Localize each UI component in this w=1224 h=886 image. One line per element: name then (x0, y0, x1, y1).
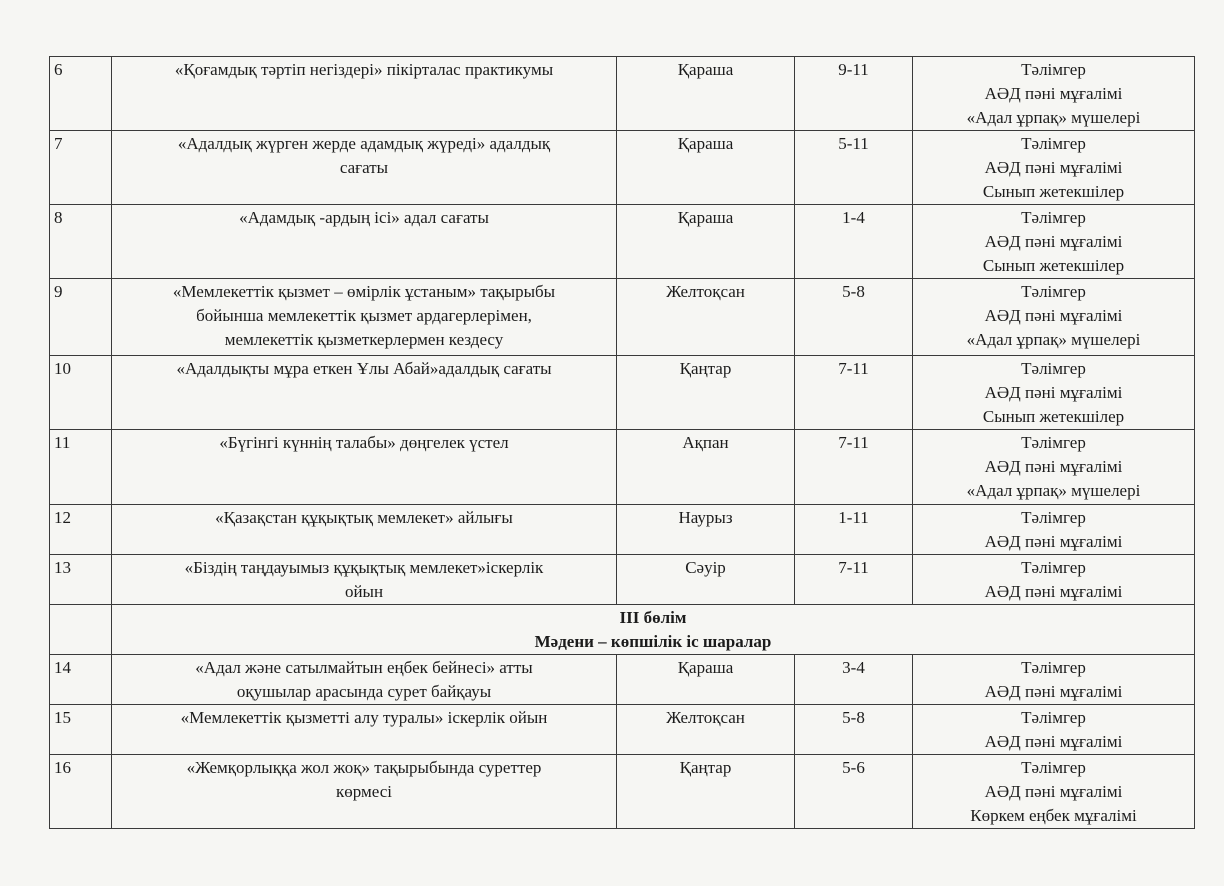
event-month: Наурыз (617, 505, 795, 555)
event-responsible: Тәлімгер АӘД пәні мұғалімі Сынып жетекшілер (913, 356, 1195, 430)
row-number: 13 (50, 555, 112, 605)
event-plan-table (49, 56, 1195, 829)
table-row (50, 755, 1195, 829)
event-responsible: Тәлімгер АӘД пәні мұғалімі Сынып жетекшілер (913, 205, 1195, 279)
event-title: «Адамдық -ардың ісі» адал сағаты (112, 205, 617, 279)
event-month: Қараша (617, 131, 795, 205)
event-responsible: Тәлімгер АӘД пәні мұғалімі «Адал ұрпақ» мүшелері (913, 279, 1195, 356)
event-grades: 1-4 (795, 205, 913, 279)
row-number: 10 (50, 356, 112, 430)
event-grades: 1-11 (795, 505, 913, 555)
section-heading: ІІІ бөлім (619, 608, 687, 627)
event-title: «Бүгінгі күннің талабы» дөңгелек үстел (112, 430, 617, 505)
event-responsible: Тәлімгер АӘД пәні мұғалімі Көркем еңбек мұғалімі (913, 755, 1195, 829)
row-number: 7 (50, 131, 112, 205)
table-row (50, 705, 1195, 755)
row-number: 12 (50, 505, 112, 555)
event-responsible: Тәлімгер АӘД пәні мұғалімі «Адал ұрпақ» мүшелері (913, 57, 1195, 131)
section-subheading: Мәдени – көпшілік іс шаралар (534, 632, 772, 651)
event-month: Ақпан (617, 430, 795, 505)
table-row (50, 279, 1195, 356)
event-title: «Адал және сатылмайтын еңбек бейнесі» атты оқушылар арасында сурет байқауы (112, 655, 617, 705)
event-grades: 7-11 (795, 356, 913, 430)
table-row (50, 205, 1195, 279)
event-title: «Қазақстан құқықтық мемлекет» айлығы (112, 505, 617, 555)
event-month: Қараша (617, 57, 795, 131)
row-number: 8 (50, 205, 112, 279)
event-grades: 5-8 (795, 705, 913, 755)
event-month: Қараша (617, 205, 795, 279)
event-month: Қаңтар (617, 755, 795, 829)
event-title: «Қоғамдық тәртіп негіздері» пікірталас практикумы (112, 57, 617, 131)
event-responsible: Тәлімгер АӘД пәні мұғалімі (913, 505, 1195, 555)
row-number: 15 (50, 705, 112, 755)
row-number: 14 (50, 655, 112, 705)
event-responsible: Тәлімгер АӘД пәні мұғалімі (913, 555, 1195, 605)
event-title: «Мемлекеттік қызмет – өмірлік ұстаным» тақырыбы бойынша мемлекеттік қызмет ардагерлерімен, мемлекеттік қызметкерлермен кездесу (112, 279, 617, 356)
event-grades: 5-11 (795, 131, 913, 205)
table-row (50, 430, 1195, 505)
row-number: 11 (50, 430, 112, 505)
event-month: Қараша (617, 655, 795, 705)
table-row (50, 555, 1195, 605)
event-responsible: Тәлімгер АӘД пәні мұғалімі (913, 705, 1195, 755)
event-grades: 7-11 (795, 430, 913, 505)
table-row (50, 131, 1195, 205)
event-responsible: Тәлімгер АӘД пәні мұғалімі (913, 655, 1195, 705)
section-number-cell (50, 605, 112, 655)
row-number: 16 (50, 755, 112, 829)
event-month: Қаңтар (617, 356, 795, 430)
event-grades: 9-11 (795, 57, 913, 131)
event-title: «Адалдық жүрген жерде адамдық жүреді» адалдық сағаты (112, 131, 617, 205)
event-month: Желтоқсан (617, 279, 795, 356)
row-number: 9 (50, 279, 112, 356)
table-row (50, 505, 1195, 555)
event-grades: 5-8 (795, 279, 913, 356)
event-responsible: Тәлімгер АӘД пәні мұғалімі «Адал ұрпақ» мүшелері (913, 430, 1195, 505)
event-month: Желтоқсан (617, 705, 795, 755)
table-row (50, 655, 1195, 705)
event-title: «Адалдықты мұра еткен Ұлы Абай»адалдық сағаты (112, 356, 617, 430)
table-row (50, 57, 1195, 131)
section-row (50, 605, 1195, 655)
event-grades: 7-11 (795, 555, 913, 605)
event-grades: 5-6 (795, 755, 913, 829)
event-month: Сәуір (617, 555, 795, 605)
event-title: «Біздің таңдауымыз құқықтық мемлекет»іскерлік ойын (112, 555, 617, 605)
event-title: «Мемлекеттік қызметті алу туралы» іскерлік ойын (112, 705, 617, 755)
section-title (112, 605, 1195, 655)
table-row (50, 356, 1195, 430)
event-grades: 3-4 (795, 655, 913, 705)
event-responsible: Тәлімгер АӘД пәні мұғалімі Сынып жетекшілер (913, 131, 1195, 205)
event-title: «Жемқорлыққа жол жоқ» тақырыбында суреттер көрмесі (112, 755, 617, 829)
row-number: 6 (50, 57, 112, 131)
